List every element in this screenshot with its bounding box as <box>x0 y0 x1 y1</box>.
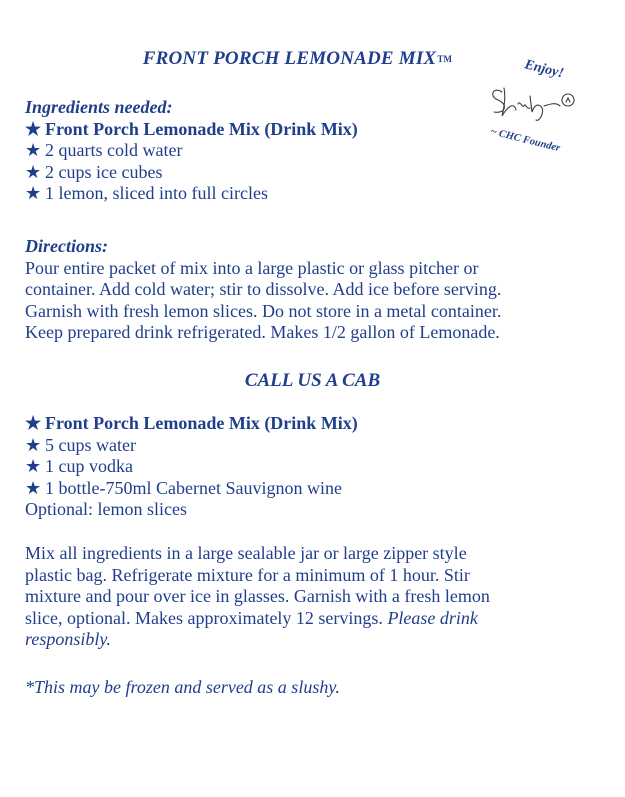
directions-section <box>25 236 595 344</box>
star-icon: ★ <box>25 140 42 160</box>
star-icon: ★ <box>25 118 42 139</box>
star-icon: ★ <box>25 413 42 433</box>
directions-line: Pour entire packet of mix into a large plastic or glass pitcher or <box>25 257 479 278</box>
title-text: FRONT PORCH LEMONADE MIX <box>142 48 437 69</box>
directions-heading: Directions: <box>25 236 108 256</box>
cab-directions-line: plastic bag. Refrigerate mixture for a minimum of 1 hour. Stir <box>25 564 470 585</box>
cab-directions-section <box>25 543 595 651</box>
cab-heading: CALL US A CAB <box>244 370 381 391</box>
star-icon: ★ <box>25 456 42 476</box>
list-item: ★ 1 cup vodka <box>25 456 133 476</box>
trademark-mark: TM <box>437 54 453 64</box>
svg-text:~ CHC Founder: ~ CHC Founder <box>489 126 562 155</box>
cab-directions-line: slice, optional. Makes approximately 12 servings. Please drink <box>25 607 478 628</box>
star-icon: ★ <box>25 161 42 182</box>
optional-line: Optional: lemon slices <box>25 499 187 519</box>
list-item: ★ 1 lemon, sliced into full circles <box>25 183 268 203</box>
ingredients-section <box>25 97 595 205</box>
list-item: ★ Front Porch Lemonade Mix (Drink Mix) <box>25 413 358 433</box>
directions-line: Keep prepared drink refrigerated. Makes 1/2 gallon of Lemonade. <box>25 322 500 342</box>
cab-directions-line: Mix all ingredients in a large sealable jar or large zipper style <box>25 543 467 563</box>
drink-responsibly-note: Please drink <box>387 607 478 628</box>
directions-line: Garnish with fresh lemon slices. Do not store in a metal container. <box>25 300 502 321</box>
slushy-note: *This may be frozen and served as a slushy. <box>25 677 340 697</box>
star-icon: ★ <box>25 183 42 203</box>
list-item: ★ 2 cups ice cubes <box>25 161 163 182</box>
drink-responsibly-note-cont: responsibly. <box>25 629 111 649</box>
cab-ingredients-section <box>25 413 595 521</box>
list-item: ★ Front Porch Lemonade Mix (Drink Mix) <box>25 118 358 139</box>
enjoy-text <box>522 57 565 81</box>
star-icon: ★ <box>25 434 42 455</box>
svg-text:Enjoy!: Enjoy! <box>523 57 566 82</box>
list-item: ★ 2 quarts cold water <box>25 140 183 160</box>
ingredients-heading: Ingredients needed: <box>25 97 173 117</box>
list-item: ★ 1 bottle-750ml Cabernet Sauvignon wine <box>25 477 342 498</box>
cab-directions-line: mixture and pour over ice in glasses. Garnish with a fresh lemon <box>25 586 490 606</box>
directions-line: container. Add cold water; stir to dissolve. Add ice before serving. <box>25 279 502 299</box>
list-item: ★ 5 cups water <box>25 434 136 455</box>
star-icon: ★ <box>25 477 42 498</box>
